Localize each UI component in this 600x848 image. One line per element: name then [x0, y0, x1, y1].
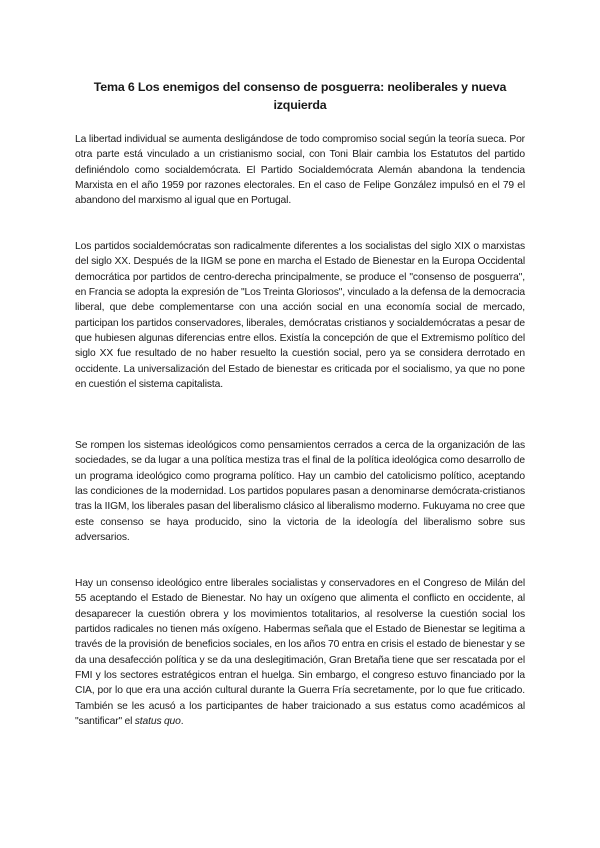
paragraph-3: Se rompen los sistemas ideológicos como pensamientos cerrados a cerca de la organización de las sociedades, se da lugar a una política mestiza tras el final de la política ideológica como desarrollo de un programa ideológico como programa político. Hay un cambio del catolicismo político, aceptando las condiciones de la modernidad. Los partidos populares pasan a denominarse demócrata-cristianos tras la IIGM, los liberales pasan del liberalismo clásico al liberalismo moderno. Fukuyama no cree que este consenso se haya producido, sino la victoria de la ideología del liberalismo sobre sus adversarios.	[75, 440, 525, 544]
paragraph-4	[75, 576, 525, 729]
paragraph-2: Los partidos socialdemócratas son radicalmente diferentes a los socialistas del siglo XIX o marxistas del siglo XX. Después de la IIGM se pone en marcha el Estado de Bienestar en la Europa Occidental democrática por partidos de centro-derecha principalmente, se produce el "consenso de posguerra", en Francia se adopta la expresión de "Los Treinta Gloriosos", vinculado a la defensa de la democracia liberal, que debe complementarse con una acción social en una economía social de mercado, participan los partidos conservadores, liberales, demócratas cristianos y socialdemócratas a pesar de que hubiesen algunas diferencias entre ellos. Existía la concepción de que el Extremismo político del siglo XX fue resultado de no haber resuelto la cuestión social, pero ya se considera derrotado en occidente. La universalización del Estado de bienestar es criticada por el socialismo, ya que no pone en cuestión el sistema capitalista.	[75, 241, 525, 391]
document-title: Tema 6 Los enemigos del consenso de posguerra: neoliberales y nueva izquierda	[93, 80, 507, 112]
paragraph-4-text: Hay un consenso ideológico entre liberales socialistas y conservadores en el Congreso de Milán del 55 aceptando el Estado de Bienestar. No hay un oxígeno que alimenta el conflicto en occidente, al desaparecer la cuestión obrera y los movimientos totalitarios, al resolverse la cuestión social los partidos radicales no tienen más oxígeno. Habermas señala que el Estado de Bienestar se legitima a través de la provisión de beneficios sociales, en los años 70 entra en crisis el estado de bienestar y se da una desafección política y se da una deslegitimación, Gran Bretaña tiene que ser rescatada por el FMI y los sectores estratégicos entran el huelga. Sin embargo, el congreso estuvo financiado por la CIA, por lo que era una acción cultural durante la Guerra Fría secretamente, por lo que fue criticado. También se les acusó a los participantes de haber traicionado a sus estatus como académicos al "santificar" el	[75, 578, 525, 728]
paragraph-1: La libertad individual se aumenta desligándose de todo compromiso social según la teoría sueca. Por otra parte está vinculado a un cristianismo social, con Toni Blair cambia los Estatutos del partido definiéndolo como socialdemócrata. El Partido Socialdemócrata Alemán abandona la tendencia Marxista en el año 1959 por razones electorales. En el caso de Felipe González impulsó en el 79 el abandono del marxismo al igual que en Portugal.	[75, 134, 525, 207]
paragraph-4-end: .	[180, 716, 184, 728]
paragraph-4-italic: status quo	[134, 716, 181, 728]
